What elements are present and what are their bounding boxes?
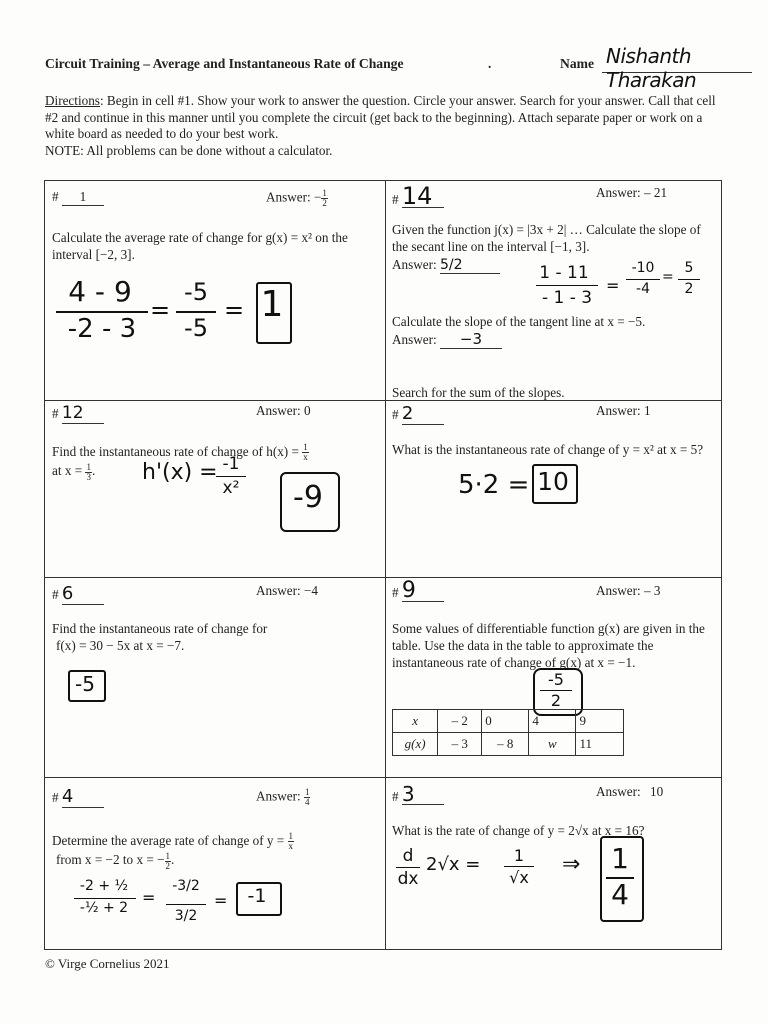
answer1-label: Answer: [392,257,437,272]
worksheet-title: Circuit Training – Average and Instantaneous Rate of Change [45,56,404,71]
cell-number-prefix: # [392,407,402,422]
cell-4-equals2: = [214,891,228,910]
table-cell: 0 [482,710,529,733]
cell-6-result: -5 [75,672,95,696]
student-name-handwritten[interactable]: Nishanth Tharakan [606,44,697,92]
table-cell: g(x) [393,733,438,756]
cell-1-question: Calculate the average rate of change for g(x) = x² on the interval [−2, 3]. [52,230,348,262]
cell-3-work-expr: 2√x = [426,854,481,875]
grid-divider-vertical [385,180,386,950]
cell-14-equals2: = [662,269,674,285]
cell-4 [52,786,104,808]
cell-14-answer1 [392,257,500,274]
cell-2 [392,403,444,425]
cell-number-handwritten: 6 [62,583,104,605]
cell-14-work-num2: -10 [631,260,655,276]
cell-4-fraction-bar2 [166,904,206,905]
table-cell: – 3 [438,733,482,756]
cell-number-handwritten: 3 [402,784,444,805]
table-cell: – 8 [482,733,529,756]
cell-2-question: What is the instantaneous rate of change of y = x² at x = 5? [392,442,704,457]
answer-value: – 3 [643,583,661,598]
cell-14-answer2 [392,330,502,349]
cell-14-work-num1: 1 - 11 [539,263,589,283]
answer-label: Answer: [596,403,641,418]
cell-6-question: Find the instantaneous rate of change for f(x) = 30 − 5x at x = −7. [52,621,268,653]
answer2-label: Answer: [392,332,437,347]
cell-3-work-d-num: d [402,846,414,866]
answer-value: 10 [649,784,664,799]
table-cell: – 2 [438,710,482,733]
answer-label: Answer: [256,583,301,598]
cell-6-answer [256,583,318,599]
cell-1-work-num2: -5 [184,278,208,306]
answer-value: −4 [303,583,319,598]
cell-3-work-num: 1 [513,846,525,865]
table-row-x [393,710,624,733]
answer-value: – 21 [643,185,668,200]
cell-4-equals1: = [142,888,156,907]
cell-9 [392,578,444,603]
cell-14-equals1: = [606,276,620,295]
cell-6 [52,583,104,605]
cell-1-work-numerator: 4 - 9 [68,275,132,308]
table-cell: x [393,710,438,733]
cell-14-fraction-bar1 [536,285,598,286]
cell-9-work-den: 2 [550,691,562,710]
cell-1-answer [266,189,328,208]
directions-label: Directions [45,93,100,108]
answer-label: Answer: [256,788,301,804]
cell-9-question: Some values of differentiable function g(x) are given in the table. Use the data in the table to approximate the instantaneous rate of change of g(x) at x = −1. [392,621,705,670]
cell-1-result: 1 [260,284,284,325]
cell-2-result: 10 [537,467,569,496]
cell-number: 1 [62,189,104,206]
cell-1-work-denominator: -2 - 3 [67,314,137,344]
cell-4-work-den1: -½ + 2 [79,900,129,916]
cell-12 [52,403,104,424]
cell-2-work: 5·2 = [458,470,530,500]
directions [45,93,725,159]
cell-3-d-bar [396,867,420,868]
cell-1-equals2: = [224,296,245,324]
cell-number-handwritten: 4 [62,786,104,808]
answer-label: Answer: [596,583,641,598]
answer-fraction: $\frac{1}{4}$ [304,787,310,807]
cell-3-work-d-den: dx [397,869,419,889]
cell-3-arrow: ⇒ [562,852,581,877]
cell-3-answer [596,784,663,800]
cell-1-fraction-bar2 [176,311,216,313]
cell-number-prefix: # [52,406,62,421]
cell-number-prefix: # [52,189,62,204]
cell-4-answer [256,788,310,807]
answer1-handwritten: 5/2 [440,257,500,274]
name-label: Name [560,56,594,71]
answer-label: Answer: [266,189,311,205]
cell-1-equals: = [150,296,171,324]
cell-14-work-den2: -4 [636,281,650,297]
cell-4-result: -1 [247,885,267,907]
directions-note: NOTE: All problems can be done without a calculator. [45,142,333,158]
answer-value: 0 [303,403,311,418]
question-fraction: $\frac{1}{x}$ [303,442,308,463]
answer2-handwritten: −3 [440,330,502,349]
grid-divider-row2 [44,577,722,578]
answer-fraction: $\frac{1}{2}$ [322,188,327,208]
cell-4-work-den2: 3/2 [174,908,198,924]
cell-number-prefix: # [392,789,402,804]
cell-1-work-den2: -5 [184,314,208,342]
cell-14-work-den1: - 1 - 3 [541,288,593,308]
answer-sign: − [313,189,322,205]
grid-divider-row3 [44,777,722,778]
cell-1 [52,189,104,206]
cell-4-fraction-bar1 [74,898,136,899]
answer-label: Answer: [596,784,641,799]
cell-12-work-lhs: h'(x) = [142,460,218,485]
table-cell: w [529,733,576,756]
cell-number-prefix: # [52,587,62,602]
cell-14 [392,182,444,210]
cell-number-handwritten: 2 [402,403,444,425]
cell-number-handwritten: 14 [402,185,444,208]
cell-12-answer [256,403,311,419]
cell-12-result: -9 [293,480,323,515]
cell-3-res-den: 4 [611,878,629,911]
cell-12-work-den: x² [222,478,240,498]
cell-4-work-num2: -3/2 [172,878,200,894]
cell-4-question: Determine the average rate of change of y = $\frac{1}{x}$ from x = −2 to x = − $\frac{1}{2}$ . [52,831,294,871]
cell-14-question2: Calculate the slope of the tangent line at x = −5. [392,314,646,329]
copyright-footer: © Virge Cornelius 2021 [45,956,170,971]
cell-14-work-num3: 5 [684,260,694,276]
cell-3-fraction-bar [504,866,534,867]
cell-number-prefix: # [392,585,402,600]
cell-number-handwritten: 12 [62,403,104,424]
table-cell: 4 [529,710,576,733]
directions-text: : Begin in cell #1. Show your work to answer the question. Circle your answer. Search for your answer. Call that cell #2 and continue in this manner until you complete the circuit (get back to the beginning). Attach separate paper or work on a white board as needed to do your best work. [45,93,716,141]
cell-14-search-note: Search for the sum of the slopes. [392,385,565,400]
answer-label: Answer: [596,185,641,200]
cell-number-handwritten: 9 [402,581,444,602]
answer-value: 1 [643,403,651,418]
cell-3 [392,784,444,805]
cell-9-values-table [392,709,624,756]
table-cell: 9 [576,710,624,733]
table-cell: 11 [576,733,624,756]
cell-4-work-num1: -2 + ½ [79,878,129,894]
cell-14-fraction-bar3 [678,279,700,280]
header-dot: . [488,56,492,71]
cell-3-res-num: 1 [611,842,629,875]
cell-1-fraction-bar [56,311,148,313]
cell-9-answer [596,583,660,599]
cell-9-work-num: -5 [548,670,564,689]
answer-label: Answer: [256,403,301,418]
table-row-gx [393,733,624,756]
cell-3-question: What is the rate of change of y = 2√x at x = 16? [392,823,645,838]
cell-14-fraction-bar2 [626,279,660,280]
cell-14-answer [596,185,667,201]
cell-12-work-num: -1 [222,454,240,474]
cell-14-question: Given the function j(x) = |3x + 2| … Calculate the slope of the secant line on the interval [−1, 3]. [392,222,701,254]
cell-number-prefix: # [392,192,402,207]
cell-2-answer [596,403,651,419]
cell-12-fraction-bar [216,476,246,477]
cell-14-work-den3: 2 [684,281,694,297]
cell-3-work-den: √x [509,868,529,887]
cell-12-question: Find the instantaneous rate of change of h(x) = $\frac{1}{x}$ at x = $\frac{1}{3}$ . [52,442,308,482]
cell-number-prefix: # [52,790,62,805]
grid-divider-row1 [44,400,722,401]
